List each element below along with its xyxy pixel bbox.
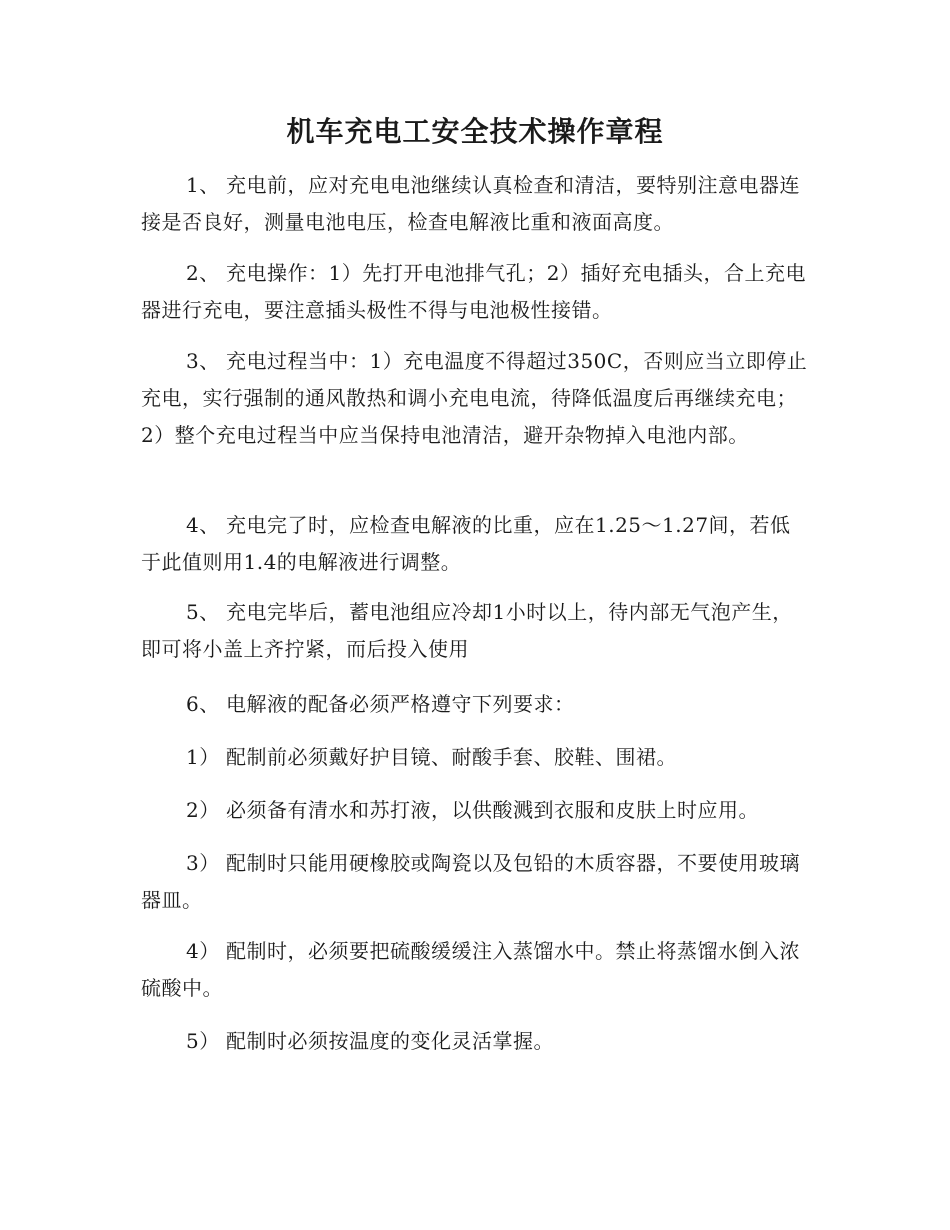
paragraph-number: 3、 [186, 349, 220, 373]
paragraph-number: 6、 [186, 692, 220, 716]
paragraph-text: 充电完毕后，蓄电池组应冷却1小时以上，待内部无气泡产生，即可将小盖上齐拧紧，而后投入使用 [141, 600, 793, 661]
paragraph-number: 1、 [186, 173, 220, 197]
sub-item-number: 5） [186, 1029, 220, 1053]
sub-item-number: 2） [186, 798, 220, 822]
sub-item-number: 4） [186, 939, 220, 963]
sub-item-number: 1） [186, 745, 220, 769]
paragraph-text: 电解液的配备必须严格遵守下列要求： [226, 692, 575, 716]
paragraph-text: 充电完了时，应检查电解液的比重，应在1.25～1.27间，若低于此值则用1.4的电解液进行调整。 [141, 513, 791, 574]
sub-item-text: 配制时必须按温度的变化灵活掌握。 [226, 1029, 554, 1053]
paragraph-number: 2、 [186, 261, 220, 285]
paragraph-text: 充电过程当中：1）充电温度不得超过350C，否则应当立即停止充电，实行强制的通风散热和调小充电电流，待降低温度后再继续充电；2）整个充电过程当中应当保持电池清洁，避开杂物掉入电池内部。 [141, 349, 808, 447]
paragraph-5 [141, 594, 811, 668]
sub-item-text: 配制前必须戴好护目镜、耐酸手套、胶鞋、围裙。 [226, 745, 677, 769]
sub-item-text: 配制时只能用硬橡胶或陶瓷以及包铅的木质容器，不要使用玻璃器皿。 [141, 851, 800, 912]
paragraph-number: 4、 [186, 513, 220, 537]
sub-item-2 [141, 792, 811, 829]
sub-item-text: 必须备有清水和苏打液，以供酸溅到衣服和皮肤上时应用。 [226, 798, 759, 822]
paragraph-4 [141, 507, 811, 581]
sub-item-3 [141, 845, 811, 919]
paragraph-3 [141, 343, 811, 454]
paragraph-text: 充电操作：1）先打开电池排气孔；2）插好充电插头，合上充电器进行充电，要注意插头极性不得与电池极性接错。 [141, 261, 806, 322]
paragraph-2 [141, 255, 811, 329]
sub-item-5 [141, 1023, 811, 1060]
sub-item-text: 配制时，必须要把硫酸缓缓注入蒸馏水中。禁止将蒸馏水倒入浓硫酸中。 [141, 939, 800, 1000]
paragraph-6 [141, 686, 811, 723]
sub-item-1 [141, 739, 811, 776]
sub-item-number: 3） [186, 851, 220, 875]
paragraph-text: 充电前，应对充电电池继续认真检查和清洁，要特别注意电器连接是否良好，测量电池电压，检查电解液比重和液面高度。 [141, 173, 800, 234]
paragraph-1 [141, 167, 811, 241]
sub-item-4 [141, 933, 811, 1007]
document-title: 机车充电工安全技术操作章程 [286, 115, 664, 148]
paragraph-number: 5、 [186, 600, 220, 624]
